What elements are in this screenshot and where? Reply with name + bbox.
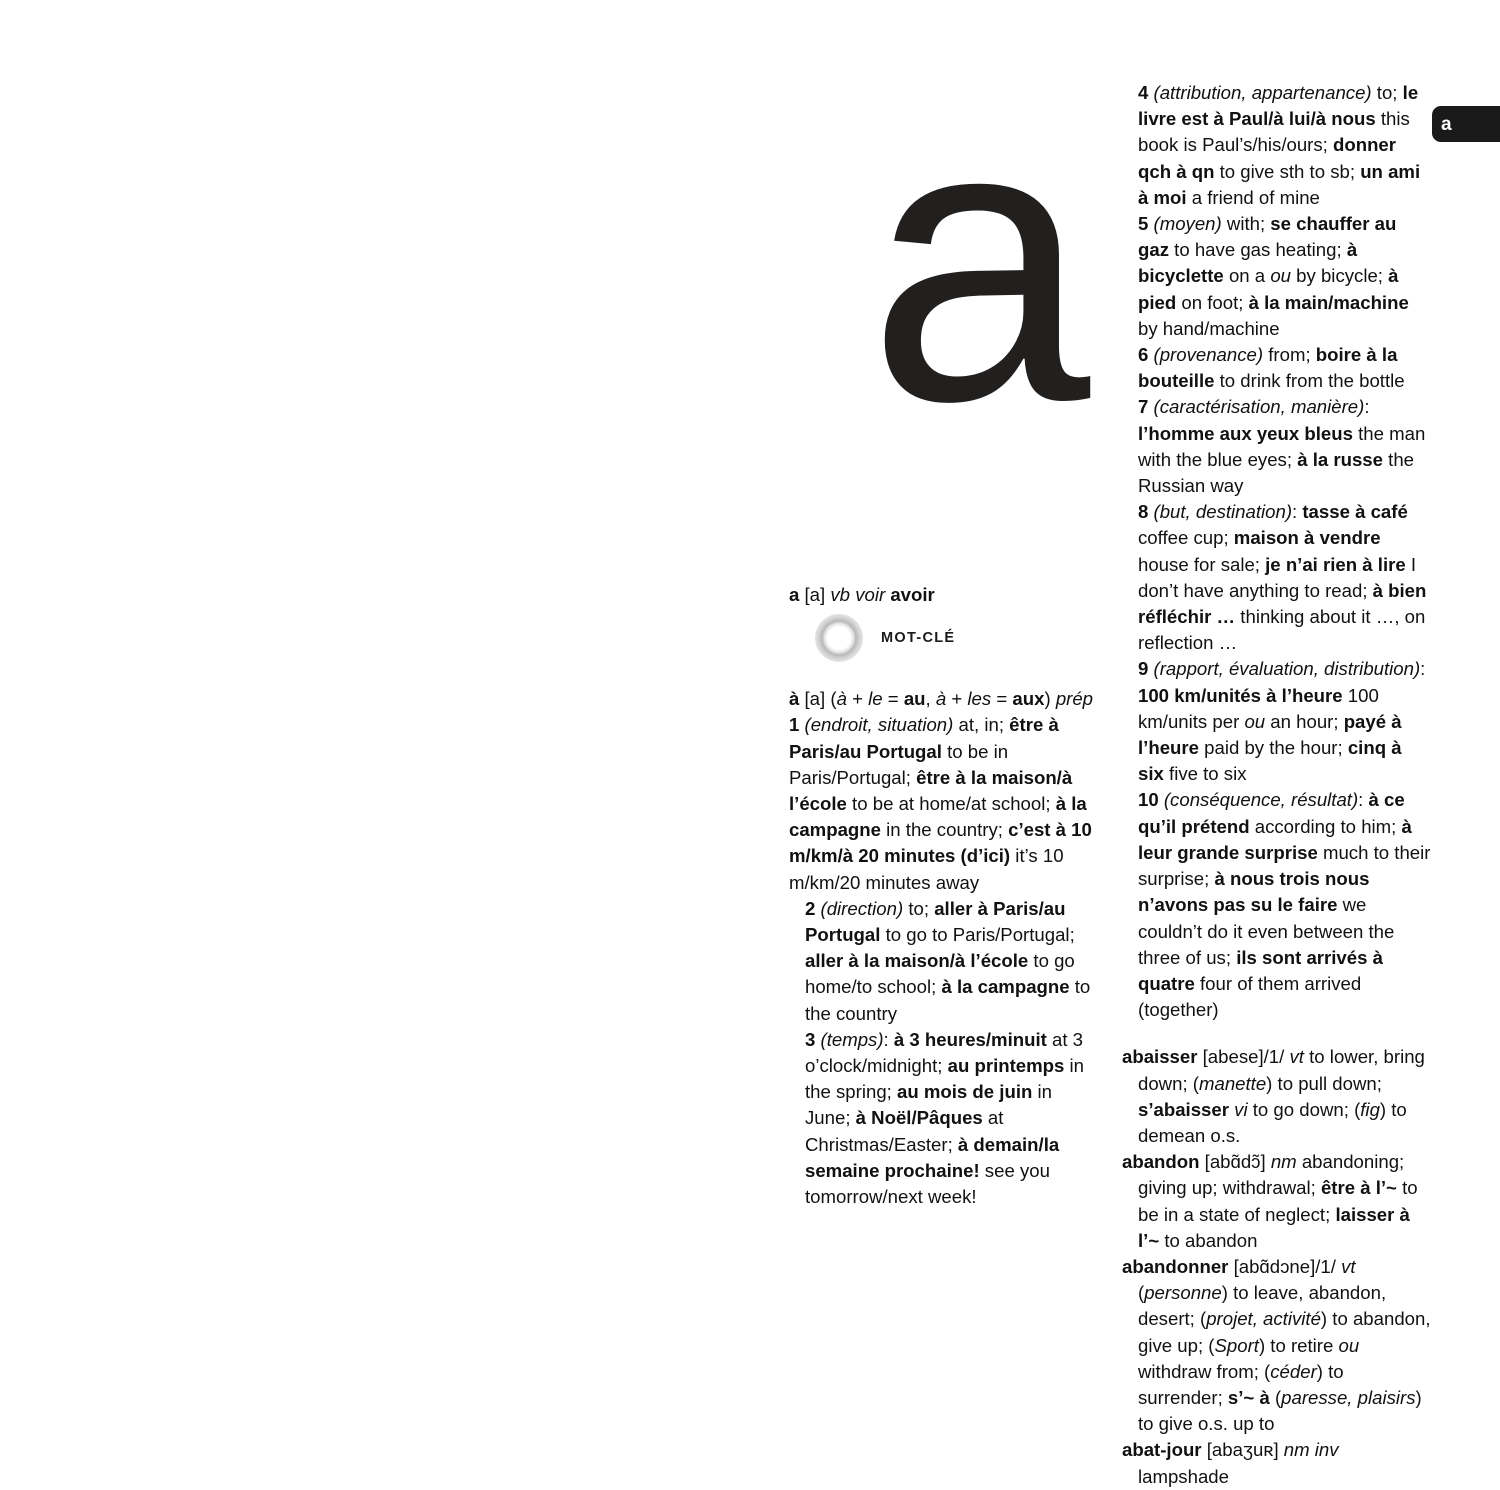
cross-reference-label: voir [855, 584, 886, 605]
left-text-column [789, 582, 1101, 1210]
section-letter-display: a [867, 37, 1083, 484]
sense-number: 7 [1138, 396, 1149, 418]
right-text-column [1122, 80, 1432, 1490]
sense-domain: (temps) [820, 1028, 884, 1050]
dictionary-entry-abandonner: abandonner [abɑ̃dɔne]/1/ vt (personne) to leave, abandon, desert; (projet, activité) to abandon, give up; (Sport) to retire ou withdraw from; (céder) to surrender; s’~ à (paresse, plaisirs) to give o.s. up to [1122, 1255, 1431, 1435]
part-of-speech: vt [1289, 1046, 1304, 1068]
sense-gloss: : [883, 1028, 889, 1050]
sense-domain: (moyen) [1153, 213, 1222, 235]
sense-gloss: : [1420, 658, 1426, 680]
part-of-speech: vb [830, 584, 851, 605]
dictionary-entry-abandon: abandon [abɑ̃dɔ̃] nm abandoning; giving up; withdrawal; être à l’~ to be in a state of neglect; laisser à l’~ to abandon [1122, 1151, 1418, 1251]
sense-domain: (rapport, évaluation, distribution) [1153, 658, 1421, 680]
sense-number: 2 [805, 897, 816, 919]
conjugation-ref: /1/ [1263, 1046, 1285, 1068]
sense-domain: (conséquence, résultat) [1163, 789, 1359, 811]
sense-3: 3 (temps): à 3 heures/minuit at 3 o’clock/midnight; au printemps in the spring; au mois de juin in June; à Noël/Pâques at Christmas/Easter; à demain/la semaine prochaine! see you tomorrow/next week! [805, 1028, 1085, 1208]
pronunciation: [abaʒuʀ] [1206, 1439, 1279, 1461]
part-of-speech: nm [1270, 1151, 1297, 1173]
alphabet-thumb-tab[interactable] [1432, 106, 1500, 142]
sense-gloss: : [1364, 396, 1370, 418]
sense-domain: (but, destination) [1153, 501, 1293, 523]
sense-6: 6 (provenance) from; boire à la bouteille to drink from the bottle [1138, 344, 1405, 392]
pronunciation: [abɑ̃dɔne] [1233, 1255, 1316, 1277]
sense-number: 5 [1138, 213, 1149, 235]
sense-domain: (caractérisation, manière) [1153, 396, 1365, 418]
headword: à [789, 688, 800, 710]
sense-number: 4 [1138, 82, 1149, 103]
keyword-marker-spacer [789, 608, 1101, 686]
sense-9: 9 (rapport, évaluation, distribution): 100 km/unités à l’heure 100 km/units per ou an hour; payé à l’heure paid by the hour; cinq à six five to six [1138, 658, 1426, 785]
part-of-speech: vt [1341, 1255, 1356, 1277]
sense-7: 7 (caractérisation, manière): l’homme aux yeux bleus the man with the blue eyes; à la russe the Russian way [1138, 396, 1426, 497]
sense-domain: (attribution, appartenance) [1153, 82, 1372, 103]
pronunciation: [abese] [1202, 1046, 1264, 1068]
sense-number: 1 [789, 714, 800, 736]
headword: abaisser [1122, 1046, 1198, 1068]
headword: abandonner [1122, 1255, 1229, 1277]
sense-gloss: : [1292, 501, 1298, 523]
contraction-note: (à + le = au, à + les = aux) [830, 688, 1051, 710]
sense-5: 5 (moyen) with; se chauffer au gaz to have gas heating; à bicyclette on a ou by bicycle; à pied on foot; à la main/machine by hand/machine [1138, 213, 1409, 339]
cross-reference-target: avoir [890, 584, 935, 605]
thumb-tab-letter: a [1441, 113, 1452, 135]
part-of-speech: prép [1055, 688, 1094, 710]
sense-gloss: to; [1376, 82, 1398, 103]
headword: abat-jour [1122, 1439, 1202, 1461]
sense-4: 4 (attribution, appartenance) to; le livre est à Paul/à lui/à nous this book is Paul’s/his/ours; donner qch à qn to give sth to sb; un ami à moi a friend of mine [1138, 82, 1421, 208]
pronunciation: [a] [804, 688, 826, 710]
dictionary-entry-abaisser: abaisser [abese]/1/ vt to lower, bring down; (manette) to pull down; s’abaisser vi to go down; (fig) to demean o.s. [1122, 1046, 1425, 1146]
sense-gloss: : [1358, 789, 1364, 811]
sense-10: 10 (conséquence, résultat): à ce qu’il prétend according to him; à leur grande surprise much to their surprise; à nous trois nous n’avons pas su le faire we couldn’t do it even between the three of us; ils sont arrivés à quatre four of them arrived (together) [1138, 789, 1431, 1021]
pronunciation: [a] [804, 584, 826, 605]
sense-gloss: with; [1226, 213, 1266, 235]
conjugation-ref: /1/ [1315, 1255, 1336, 1277]
sense-gloss: at, in; [958, 714, 1004, 736]
pronunciation: [abɑ̃dɔ̃] [1204, 1151, 1266, 1173]
sense-gloss: from; [1268, 344, 1311, 366]
keyword-marker-label: MOT-CLÉ [881, 630, 956, 646]
headword: abandon [1122, 1151, 1200, 1173]
headword: a [789, 584, 800, 605]
sense-domain: (direction) [820, 897, 904, 919]
sense-number: 6 [1138, 344, 1149, 366]
sense-number: 10 [1138, 789, 1159, 811]
dictionary-entry-abat-jour: abat-jour [abaʒuʀ] nm inv lampshade [1122, 1439, 1339, 1487]
sense-2: 2 (direction) to; aller à Paris/au Portugal to go to Paris/Portugal; aller à la maison/à l’école to go home/to school; à la campagne to the country [805, 897, 1091, 1024]
sense-8: 8 (but, destination): tasse à café coffee cup; maison à vendre house for sale; je n’ai rien à lire I don’t have anything to read; à bien réfléchir … thinking about it …, on reflection … [1138, 501, 1427, 654]
sense-domain: (endroit, situation) [804, 714, 954, 736]
sense-gloss: to; [908, 897, 930, 919]
sense-number: 8 [1138, 501, 1149, 523]
sense-number: 3 [805, 1028, 816, 1050]
sense-number: 9 [1138, 658, 1149, 680]
part-of-speech: nm inv [1283, 1439, 1339, 1461]
dictionary-entry-a-grave: à [a] (à + le = au, à + les = aux) prép 1 (endroit, situation) at, in; être à Paris/au Portugal to be in Paris/Portugal; être à la maison/à l’école to be at home/at school; à la campagne in the country; c’est à 10 m/km/à 20 minutes (d’ici) it’s 10 m/km/20 minutes away [789, 688, 1094, 893]
sense-domain: (provenance) [1153, 344, 1264, 366]
dictionary-entry-a [789, 582, 1101, 608]
